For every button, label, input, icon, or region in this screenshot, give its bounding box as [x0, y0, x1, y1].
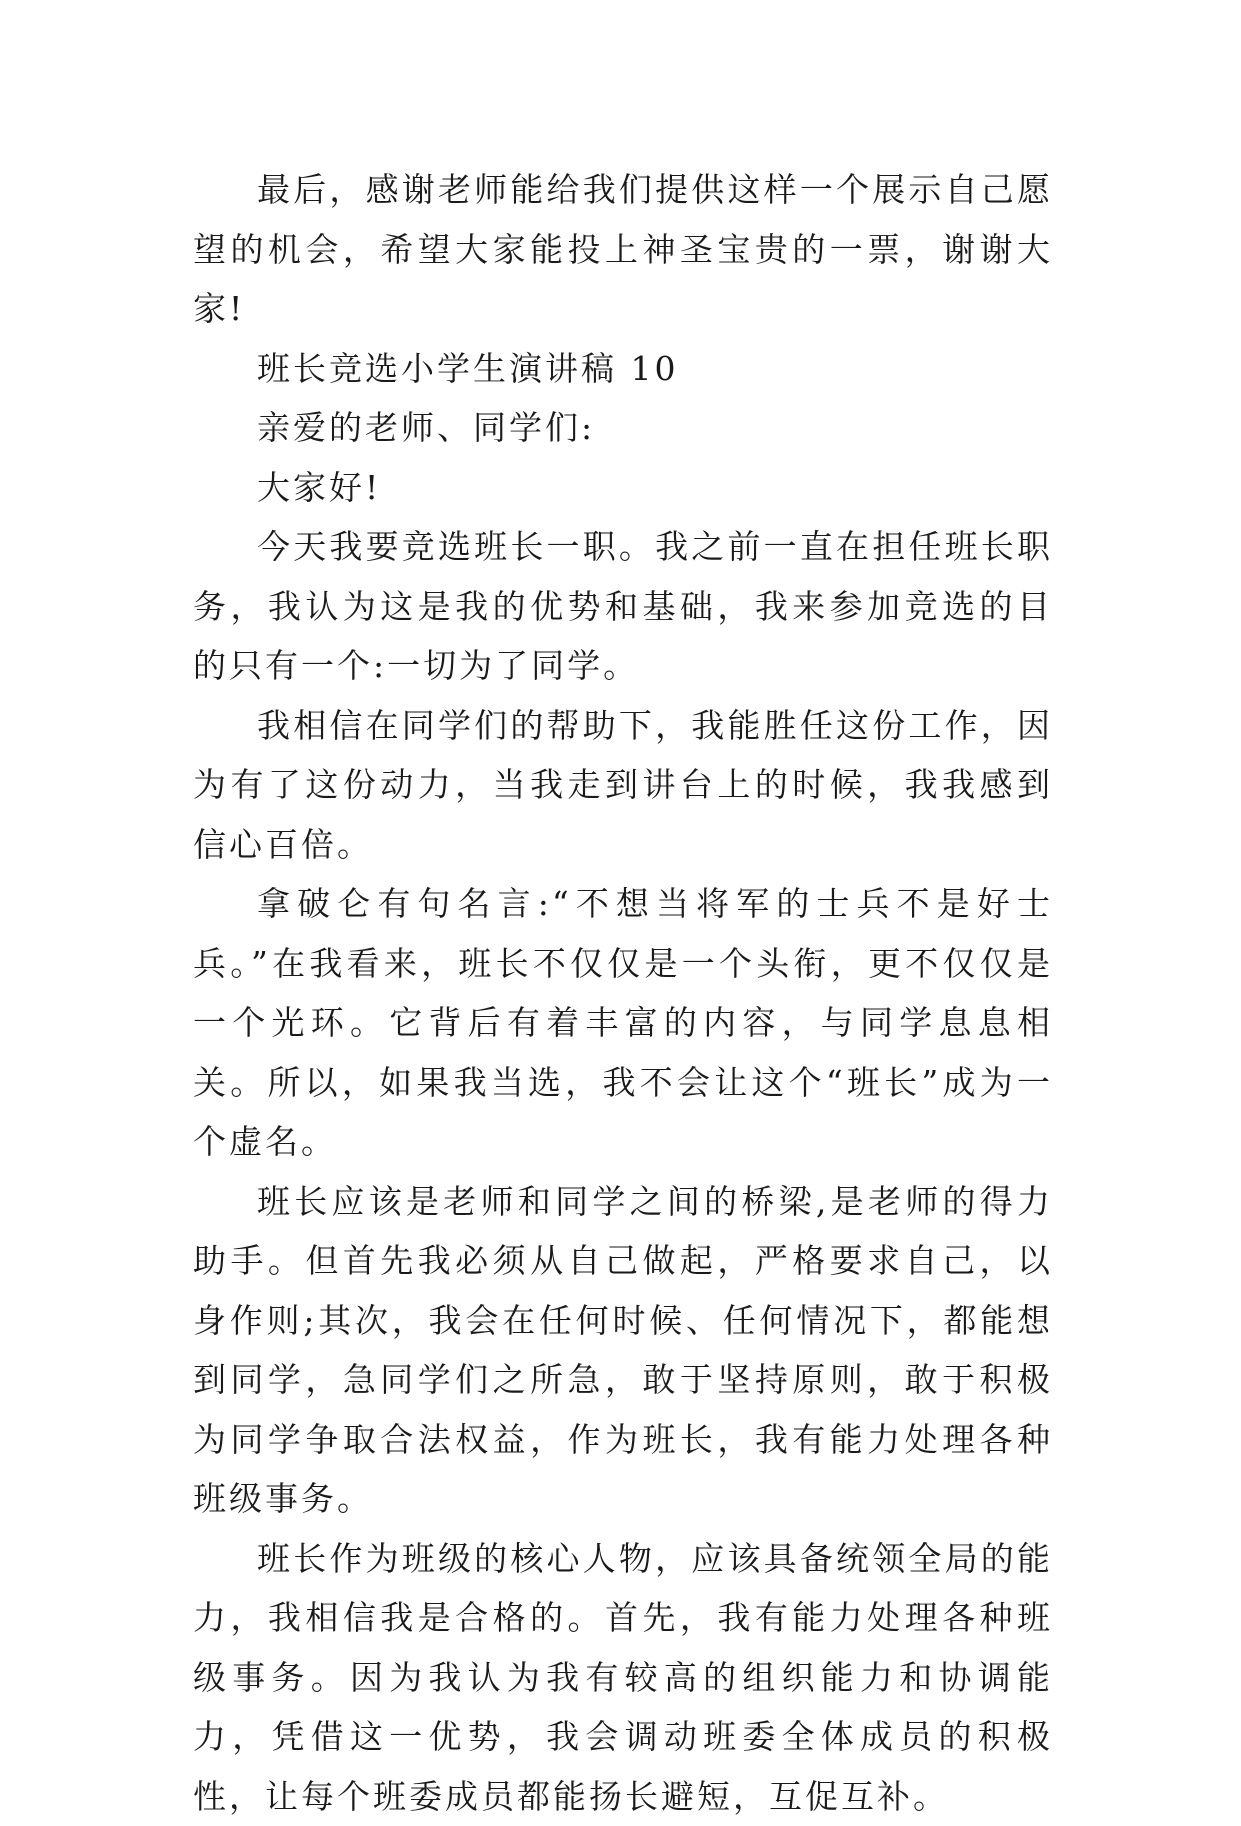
speech-title: 班长竞选小学生演讲稿 10 — [193, 339, 1053, 399]
body-paragraph: 拿破仑有句名言:“不想当将军的士兵不是好士兵。”在我看来，班长不仅仅是一个头衔，更不仅仅是一个光环。它背后有着丰富的内容，与同学息息相关。所以，如果我当选，我不会让这个“班长”成为一个虚名。 — [193, 874, 1053, 1172]
greeting: 大家好! — [193, 458, 1053, 518]
closing-paragraph: 最后，感谢老师能给我们提供这样一个展示自己愿望的机会，希望大家能投上神圣宝贵的一票，谢谢大家! — [193, 160, 1053, 339]
salutation: 亲爱的老师、同学们: — [193, 398, 1053, 458]
body-paragraph: 今天我要竞选班长一职。我之前一直在担任班长职务，我认为这是我的优势和基础，我来参加竞选的目的只有一个:一切为了同学。 — [193, 517, 1053, 696]
body-paragraph: 我相信在同学们的帮助下，我能胜任这份工作，因为有了这份动力，当我走到讲台上的时候，我我感到信心百倍。 — [193, 696, 1053, 875]
document-body — [193, 160, 1053, 1826]
body-paragraph: 班长作为班级的核心人物，应该具备统领全局的能力，我相信我是合格的。首先，我有能力处理各种班级事务。因为我认为我有较高的组织能力和协调能力，凭借这一优势，我会调动班委全体成员的积极性，让每个班委成员都能扬长避短，互促互补。 — [193, 1529, 1053, 1826]
body-paragraph: 班长应该是老师和同学之间的桥梁,是老师的得力助手。但首先我必须从自己做起，严格要求自己，以身作则;其次，我会在任何时候、任何情况下，都能想到同学，急同学们之所急，敢于坚持原则，敢于积极为同学争取合法权益，作为班长，我有能力处理各种班级事务。 — [193, 1172, 1053, 1529]
